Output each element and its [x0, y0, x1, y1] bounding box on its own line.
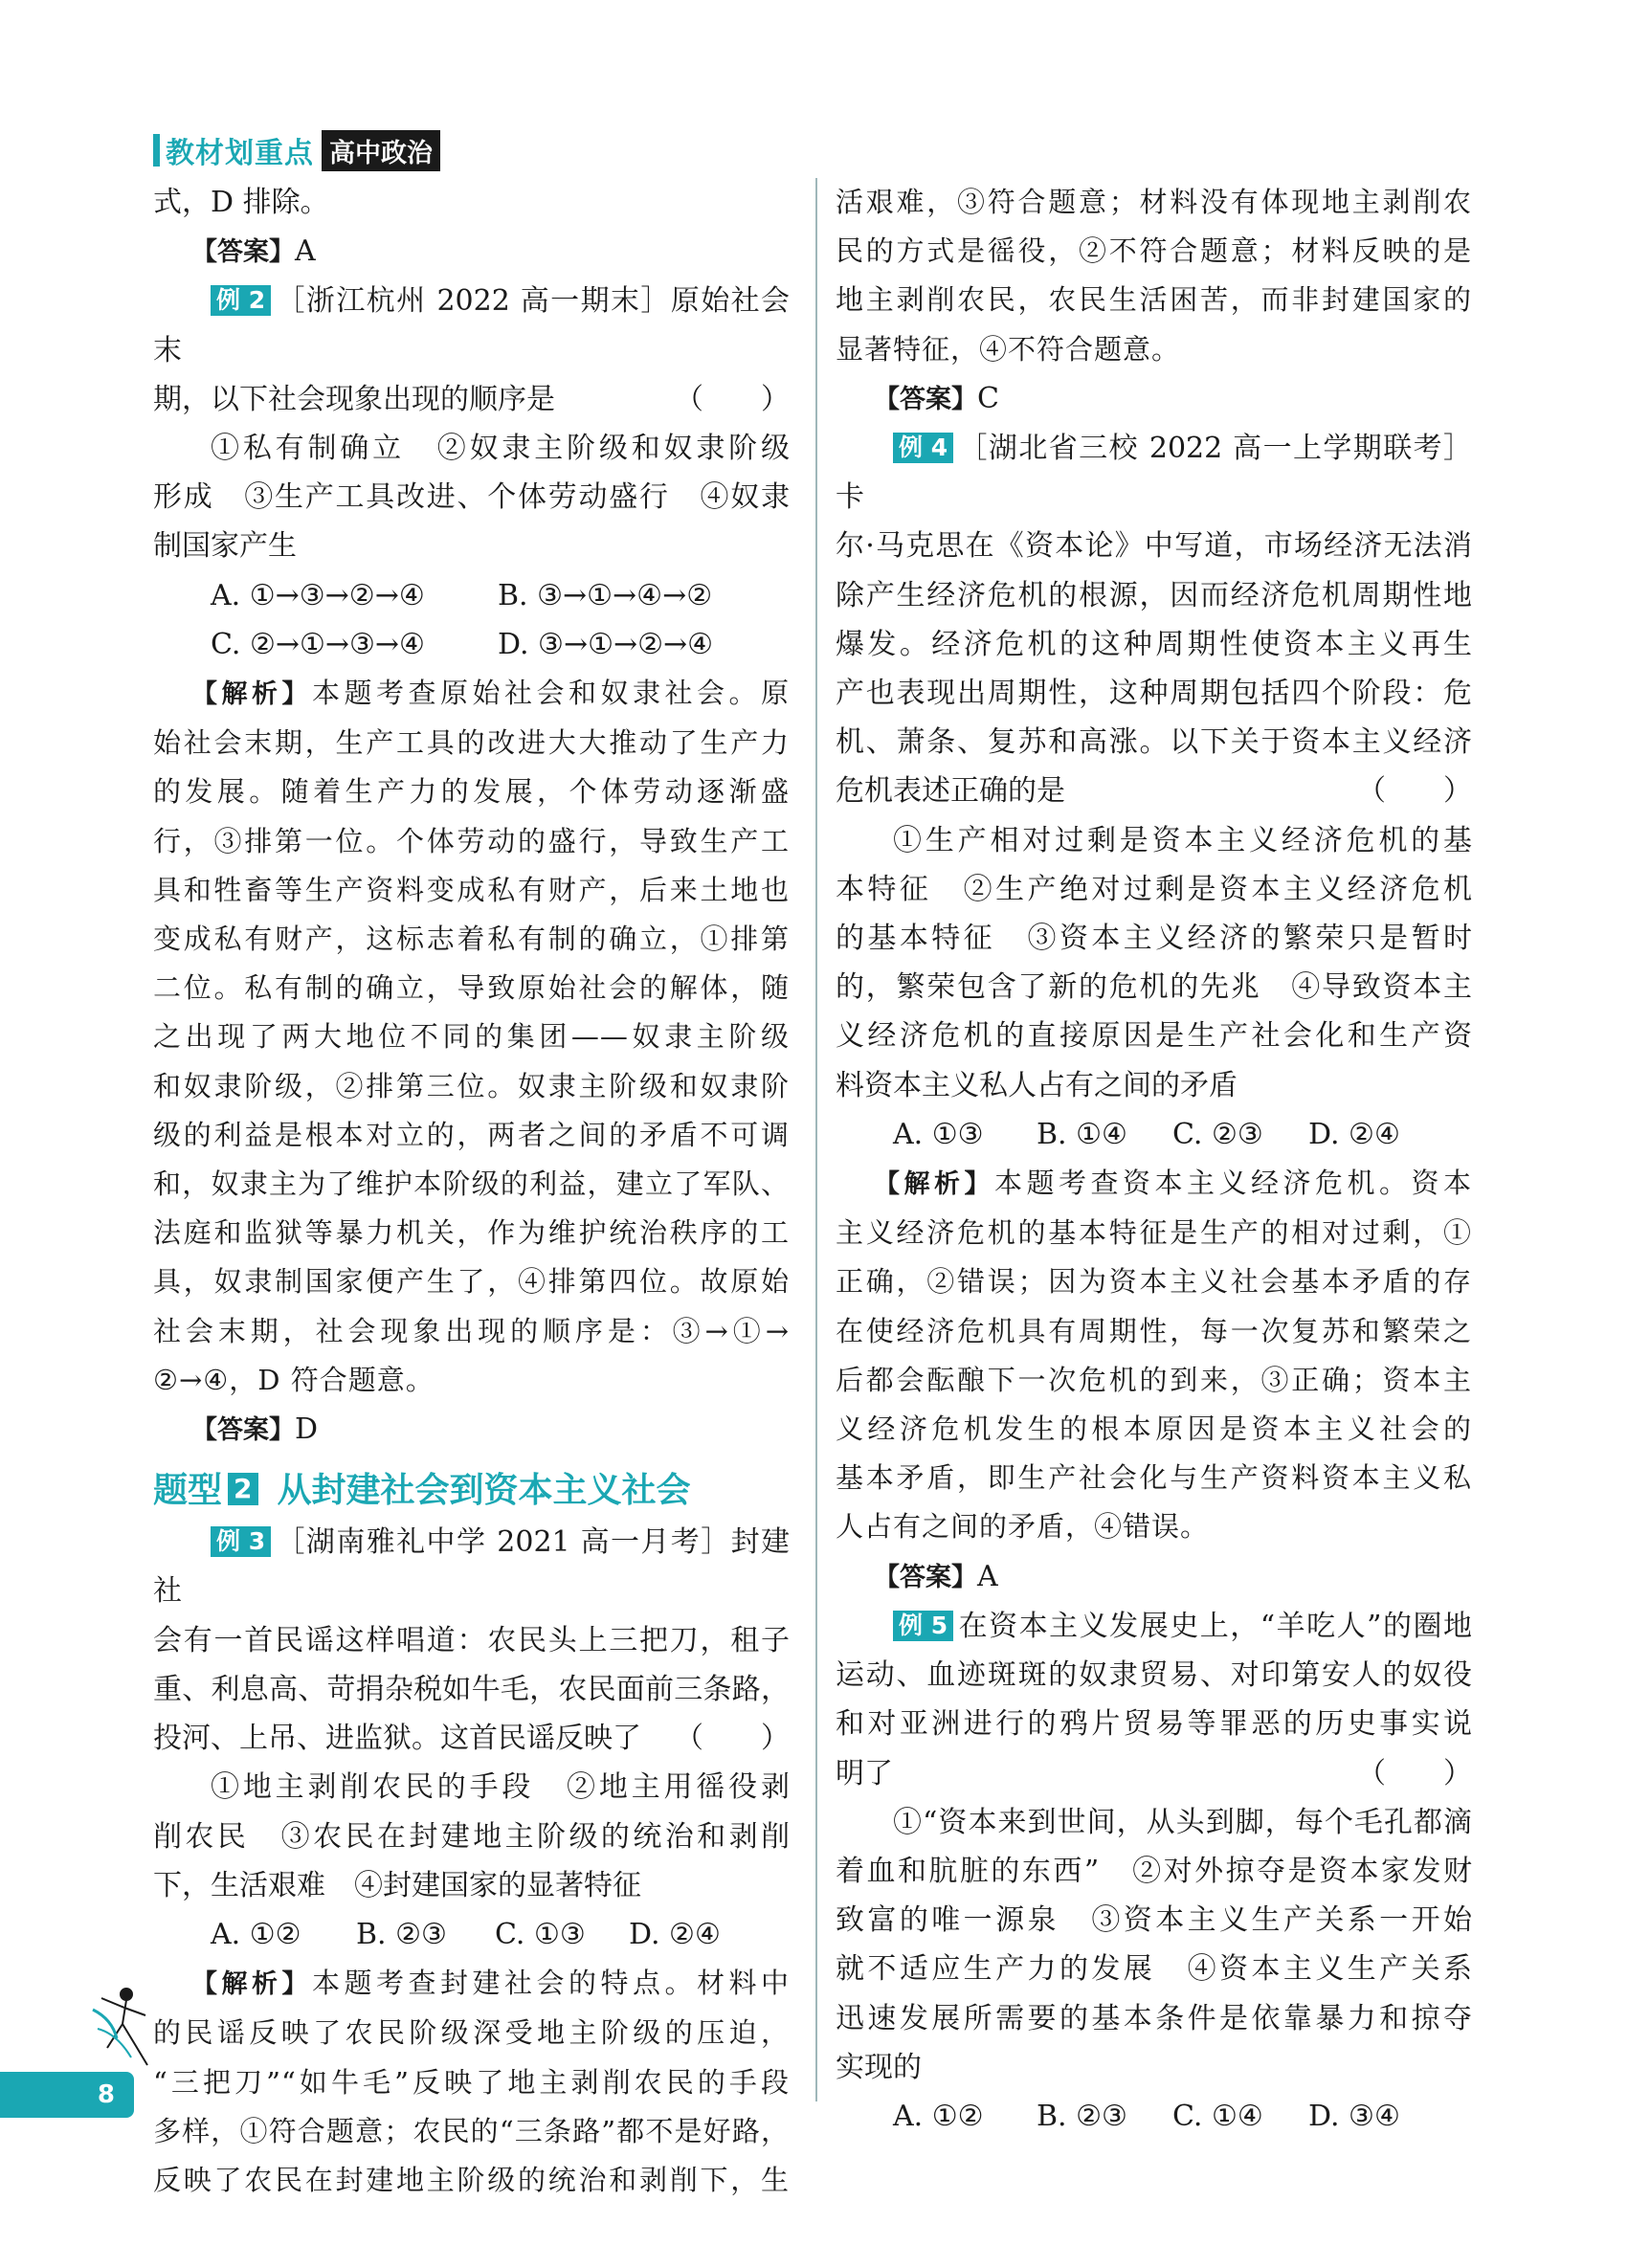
- analysis-line: ②→④，D 符合题意。: [153, 1363, 435, 1396]
- answer-value: A: [977, 1559, 998, 1593]
- left-column: [153, 178, 790, 2205]
- brand-left: 教材划: [166, 137, 255, 170]
- question-line: 产也表现出周期性，这种周期包括四个阶段：危: [836, 677, 1472, 711]
- example-label: 例 4: [893, 433, 953, 463]
- page-number: 8: [0, 2072, 134, 2118]
- brand-right: 重点: [255, 137, 314, 170]
- question-text: 明了: [836, 1756, 893, 1790]
- answer-tag: 【答案】: [874, 384, 977, 414]
- section-heading: [153, 1460, 790, 1522]
- answer-bracket: （ ）: [1357, 1756, 1472, 1790]
- example-2-question: [153, 375, 790, 424]
- analysis-3-continued: [836, 178, 1472, 374]
- example-4-source: [836, 424, 1472, 522]
- section-number: 2: [228, 1473, 257, 1505]
- item-line: 着血和肮脏的东西” ②对外掠夺是资本家发财: [836, 1854, 1472, 1888]
- analysis-line: 二位。私有制的确立，导致原始社会的解体，随: [153, 971, 790, 1005]
- analysis-line: 和奴隶阶级，②排第三位。奴隶主阶级和奴隶阶: [153, 1069, 790, 1102]
- analysis-line: “三把刀”“如牛毛”反映了地主剥削农民的手段: [153, 2065, 790, 2099]
- answer-3: [836, 374, 1472, 424]
- analysis-line: 行，③排第一位。个体劳动的盛行，导致生产工: [153, 824, 790, 857]
- option: A. ①②: [211, 1917, 301, 1951]
- item-line: 的基本特征 ③资本主义经济的繁荣只是暂时: [836, 922, 1472, 956]
- section-title: 从封建社会到资本主义社会: [277, 1471, 691, 1511]
- question-line: [836, 767, 1472, 815]
- header-accent-bar: [153, 134, 160, 167]
- example-source-text: ［湖北省三校 2022 高一上学期联考］卡: [836, 432, 1472, 515]
- analysis-line: 显著特征，④不符合题意。: [836, 332, 1181, 366]
- analysis-line: 人占有之间的矛盾，④错误。: [836, 1510, 1210, 1544]
- example-label: 例 3: [211, 1526, 271, 1557]
- page-header: [153, 130, 440, 170]
- analysis-line: 始社会末期，生产工具的改进大大推动了生产力: [153, 726, 790, 760]
- right-column: [836, 178, 1472, 2141]
- answer-1: [153, 227, 790, 277]
- question-line: 重、利息高、苛捐杂税如牛毛，农民面前三条路，: [153, 1672, 790, 1706]
- option: D. ②④: [1308, 1117, 1400, 1151]
- item-line: 的，繁荣包含了新的危机的先兆 ④导致资本主: [836, 970, 1472, 1005]
- option: B. ②③: [356, 1917, 447, 1951]
- analysis-text: 本题考查封建社会的特点。材料中: [312, 1967, 790, 2000]
- option: C. ①④: [1172, 2099, 1263, 2133]
- analysis-line: 社会末期，社会现象出现的顺序是：③→①→: [153, 1314, 790, 1347]
- analysis-line: [836, 1159, 1472, 1209]
- item-line: 形成 ③生产工具改进、个体劳动盛行 ④奴隶: [153, 480, 790, 515]
- answer-value: A: [295, 234, 316, 269]
- analysis-line: 基本矛盾，即生产社会化与生产资料资本主义私: [836, 1461, 1472, 1495]
- item-line: 义经济危机的直接原因是生产社会化和生产资: [836, 1019, 1472, 1054]
- analysis-line: 活艰难，③符合题意；材料没有体现地主剥削农: [836, 186, 1472, 218]
- option: D. ③→①→②→④: [498, 627, 714, 661]
- answer-tag: 【答案】: [874, 1562, 977, 1592]
- analysis-line: 反映了农民在封建地主阶级的统治和剥削下，生: [153, 2163, 790, 2196]
- item-line: 下，生活艰难 ④封建国家的显著特征: [153, 1868, 641, 1902]
- item-line: 本特征 ②生产绝对过剩是资本主义经济危机: [836, 872, 1472, 906]
- option: B. ③→①→④→②: [498, 578, 713, 612]
- question-text: 投河、上吊、进监狱。这首民谣反映了: [153, 1722, 641, 1756]
- question-text: 期，以下社会现象出现的顺序是: [153, 382, 555, 416]
- analysis-line: 具和牲畜等生产资料变成私有财产，后来土地也: [153, 873, 790, 906]
- example-5-question: [836, 1602, 1472, 1651]
- analysis-line: 的发展。随着生产力的发展，个体劳动逐渐盛: [153, 775, 790, 809]
- options-row: [153, 1910, 790, 1959]
- item-line: 迅速发展所需要的基本条件是依靠暴力和掠夺: [836, 2001, 1472, 2035]
- analysis-line: 正确，②错误；因为资本主义社会基本矛盾的存: [836, 1265, 1472, 1299]
- example-source-text: ［湖南雅礼中学 2021 高一月考］封建社: [153, 1525, 790, 1609]
- item-line: 制国家产生: [153, 529, 297, 564]
- analysis-line: 在使经济危机具有周期性，每一次复苏和繁荣之: [836, 1314, 1472, 1347]
- analysis-4: [836, 1159, 1472, 1552]
- analysis-line: 主义经济危机的基本特征是生产的相对过剩，①: [836, 1216, 1472, 1250]
- analysis-tag: 【解析】: [191, 1969, 312, 2000]
- analysis-line: [153, 1959, 790, 2009]
- answer-4: [836, 1552, 1472, 1602]
- column-divider: [815, 178, 817, 2101]
- example-label: 例 2: [211, 285, 271, 316]
- analysis-tag: 【解析】: [874, 1169, 994, 1200]
- answer-2: [153, 1405, 790, 1455]
- dancer-illustration-icon: [88, 1981, 155, 2072]
- question-line: 和对亚洲进行的鸦片贸易等罪恶的历史事实说: [836, 1707, 1472, 1742]
- option: D. ②④: [629, 1917, 721, 1951]
- analysis-3: [153, 1959, 790, 2205]
- question-line: 会有一首民谣这样唱道：农民头上三把刀，租子: [153, 1623, 790, 1657]
- analysis-line: 的民谣反映了农民阶级深受地主阶级的压迫，: [153, 2016, 790, 2050]
- question-line: 尔·马克思在《资本论》中写道，市场经济无法消: [836, 529, 1472, 564]
- question-line: 运动、血迹斑斑的奴隶贸易、对印第安人的奴役: [836, 1658, 1472, 1693]
- analysis-line: 民的方式是徭役，②不符合题意；材料反映的是: [836, 234, 1472, 268]
- analysis-text: 本题考查原始社会和奴隶社会。原: [312, 677, 790, 710]
- analysis-line: 义经济危机发生的根本原因是资本主义社会的: [836, 1412, 1472, 1446]
- item-line: 削农民 ③农民在封建地主阶级的统治和剥削: [153, 1819, 790, 1854]
- answer-bracket: （ ）: [675, 1722, 790, 1756]
- analysis-2: [153, 669, 790, 1405]
- example-3-source: [153, 1518, 790, 1615]
- analysis-line: 多样，①符合题意；农民的“三条路”都不是好路，: [153, 2114, 790, 2147]
- example-2-source: [153, 277, 790, 374]
- item-line: ①地主剥削农民的手段 ②地主用徭役剥: [211, 1770, 790, 1805]
- question-line: [153, 1714, 790, 1763]
- option: C. ①③: [495, 1917, 586, 1951]
- analysis-line: 级的利益是根本对立的，两者之间的矛盾不可调: [153, 1118, 790, 1151]
- analysis-line: 地主剥削农民，农民生活困苦，而非封建国家的: [836, 283, 1472, 317]
- question-line: 机、萧条、复苏和高涨。以下关于资本主义经济: [836, 725, 1472, 760]
- option: C. ②③: [1172, 1117, 1263, 1151]
- options-row: [153, 620, 790, 669]
- item-line: 料资本主义私人占有之间的矛盾: [836, 1068, 1238, 1102]
- option: A. ①③: [893, 1117, 984, 1151]
- analysis-line: 和，奴隶主为了维护本阶级的利益，建立了军队、: [153, 1167, 790, 1201]
- option: D. ③④: [1308, 2099, 1400, 2133]
- text-line: 式，D 排除。: [153, 186, 329, 219]
- section-label: 题型: [153, 1471, 223, 1511]
- option: C. ②→①→③→④: [211, 627, 425, 661]
- example-label: 例 5: [893, 1611, 953, 1641]
- item-line: 实现的: [836, 2050, 922, 2084]
- options-row: [153, 571, 790, 620]
- analysis-line: 法庭和监狱等暴力机关，作为维护统治秩序的工: [153, 1216, 790, 1250]
- analysis-tag: 【解析】: [191, 679, 312, 710]
- analysis-line: 变成私有财产，这标志着私有制的确立，①排第: [153, 923, 790, 956]
- analysis-line: 具，奴隶制国家便产生了，④排第四位。故原始: [153, 1265, 790, 1299]
- item-line: 就不适应生产力的发展 ④资本主义生产关系: [836, 1952, 1472, 1987]
- subject-label: 高中政治: [322, 130, 440, 171]
- answer-value: D: [295, 1412, 319, 1447]
- question-text: 危机表述正确的是: [836, 774, 1065, 809]
- answer-tag: 【答案】: [191, 1415, 295, 1446]
- analysis-text: 本题考查资本主义经济危机。资本: [994, 1167, 1472, 1200]
- answer-tag: 【答案】: [191, 237, 295, 268]
- question-line: 除产生经济危机的根源，因而经济危机周期性地: [836, 578, 1472, 612]
- option: A. ①②: [893, 2099, 984, 2133]
- option: B. ②③: [1037, 2099, 1127, 2133]
- question-text: 在资本主义发展史上，“羊吃人”的圈地: [957, 1609, 1472, 1643]
- option: A. ①→③→②→④: [211, 578, 425, 612]
- analysis-line: 后都会酝酿下一次危机的到来，③正确；资本主: [836, 1363, 1472, 1396]
- item-line: ①生产相对过剩是资本主义经济危机的基: [893, 823, 1472, 857]
- item-line: ①“资本来到世间，从头到脚，每个毛孔都滴: [893, 1805, 1472, 1839]
- answer-bracket: （ ）: [1357, 774, 1472, 809]
- example-source-text: ［浙江杭州 2022 高一期末］原始社会末: [153, 284, 790, 367]
- question-line: [836, 1749, 1472, 1798]
- item-line: 致富的唯一源泉 ③资本主义生产关系一开始: [836, 1903, 1472, 1938]
- answer-value: C: [977, 381, 999, 415]
- options-row: [836, 2092, 1472, 2141]
- analysis-line: 之出现了两大地位不同的集团——奴隶主阶级: [153, 1020, 790, 1054]
- options-row: [836, 1110, 1472, 1159]
- analysis-line: [153, 669, 790, 719]
- item-line: ①私有制确立 ②奴隶主阶级和奴隶阶级: [211, 432, 790, 466]
- option: B. ①④: [1037, 1117, 1127, 1151]
- answer-bracket: （ ）: [675, 382, 790, 416]
- question-line: 爆发。经济危机的这种周期性使资本主义再生: [836, 627, 1472, 661]
